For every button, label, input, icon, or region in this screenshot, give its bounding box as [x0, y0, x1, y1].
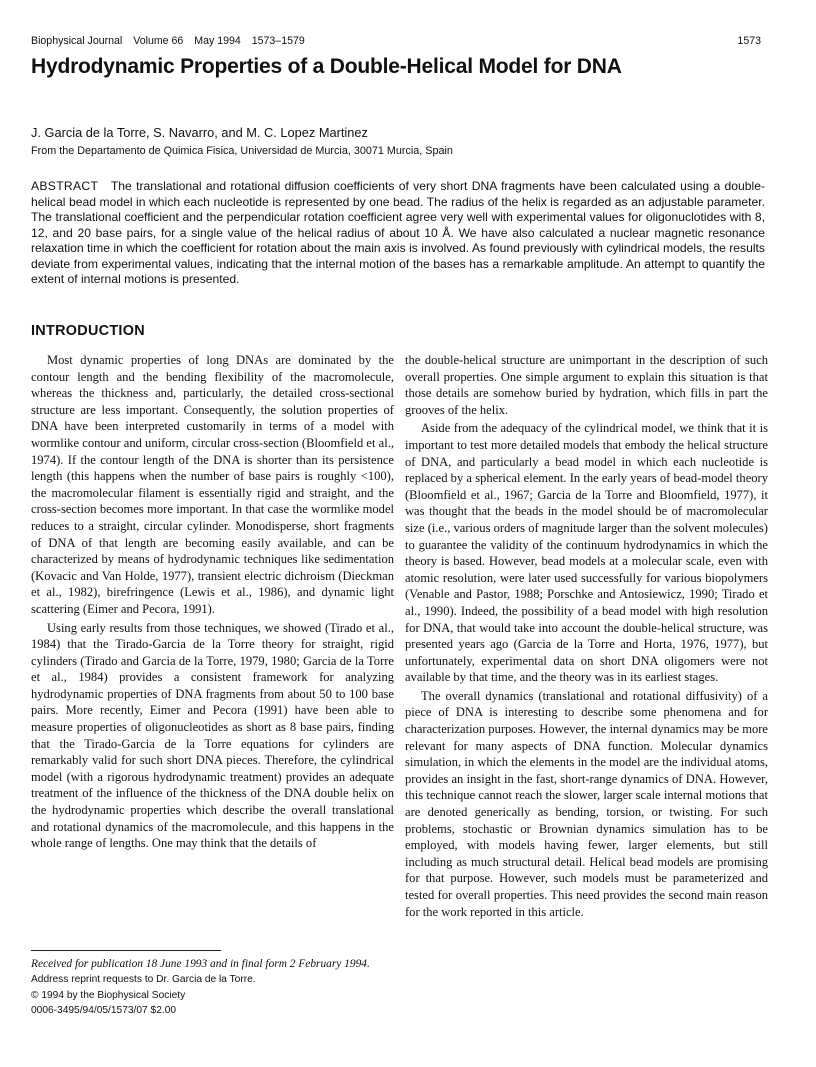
journal-name: Biophysical Journal: [31, 35, 123, 47]
body-column-right: [405, 352, 768, 920]
paragraph: the double-helical structure are unimportant in the description of such overall properties. One simple argument to explain this situation is that those details are somehow buried by hydration, which fills in part the grooves of the helix.: [405, 353, 768, 417]
page-number: 1573: [737, 35, 761, 47]
page-range: 1573–1579: [251, 35, 305, 47]
affiliation: From the Departamento de Quimica Fisica, Universidad de Murcia, 30071 Murcia, Spain: [31, 145, 453, 157]
section-heading-introduction: INTRODUCTION: [31, 323, 145, 339]
abstract: [31, 179, 765, 288]
running-header: [31, 35, 313, 47]
journal-volume: Volume 66: [133, 35, 184, 47]
author-list: J. Garcia de la Torre, S. Navarro, and M. C. Lopez Martinez: [31, 125, 368, 140]
body-column-left: [31, 352, 394, 852]
abstract-label: ABSTRACT: [31, 179, 99, 193]
abstract-text: The translational and rotational diffusion coefficients of very short DNA fragments have been calculated using a double-helical bead model in which each nucleotide is represented by one bead. The radius of the helix is regarded as an adjustable parameter. The translational coefficient and the perpendicular rotation coefficient agree very well with experimental values for oligonuclotides with 8, 12, and 20 base pairs, for a single value of the helical radius of about 10 Å. We have also calculated a nuclear magnetic resonance relaxation time in which the coefficient for rotation about the main axis is involved. As found previously with cylindrical models, the results deviate from experimental values, indicating that the internal motion of the bases has a remarkable amplitude. An attempt to quantify the extent of internal motions is presented.: [31, 179, 766, 287]
paragraph: Using early results from those techniques, we showed (Tirado et al., 1984) that the Tirado-Garcia de la Torre theory for straight, rigid cylinders (Tirado and Garcia de la Torre, 1979, 1980; Garcia de la Torre et al., 1984) provides a consistent framework for analyzing hydrodynamic properties of DNA fragments from about 50 to 100 base pairs. More recently, Eimer and Pecora (1991) have been able to measure properties of oligonucleotides as short as 8 base pairs, finding that the Tirado-Garcia de la Torre equations for cylinders are remarkably valid for such short DNA pieces. Therefore, the cylindrical model (with a rigorous hydrodynamic treatment) provides an adequate treatment of the influence of the thickness of the DNA double helix on the hydrodynamic properties which describe the overall translational and rotational dynamics of the macromolecule, and this happens in the whole range of lengths. One may think that the details of: [31, 620, 394, 851]
paragraph: Most dynamic properties of long DNAs are dominated by the contour length and the bending flexibility of the macromolecule, whereas the thickness and, particularly, the detailed cross-sectional structure are less important. Consequently, the solution properties of DNA have been interpreted customarily in terms of a model with wormlike contour and uniform, circular cross-section (Bloomfield et al., 1974). If the contour length of the DNA is shorter than its persistence length (this happens when the number of base pairs is roughly <100), the macromolecular filament is essentially rigid and straight, and the cross-section becomes more important. In that case the wormlike model reduces to a straight, circular cylinder. Monodisperse, short fragments of DNA of that length are becoming easily available, and can be characterized by means of hydrodynamic techniques like sedimentation (Kovacic and Van Holde, 1977), transient electric dichroism (Dieckman et al., 1982), birefringence (Lewis et al., 1986), and dynamic light scattering (Eimer and Pecora, 1991).: [31, 353, 394, 616]
footnotes: [31, 957, 401, 1018]
issue-date: May 1994: [194, 35, 241, 47]
received-date-note: Received for publication 18 June 1993 and in final form 2 February 1994.: [31, 958, 370, 970]
article-code: 0006-3495/94/05/1573/07 $2.00: [31, 1004, 177, 1016]
article-title: Hydrodynamic Properties of a Double-Helical Model for DNA: [31, 55, 622, 78]
reprint-address-note: Address reprint requests to Dr. Garcia de la Torre.: [31, 974, 256, 986]
footnote-divider: [31, 950, 221, 951]
paragraph: The overall dynamics (translational and rotational diffusivity) of a piece of DNA is interesting to describe some phenomena and for characterization purposes. However, the internal dynamics may be more relevant for many aspects of DNA function. Molecular dynamics simulation, in which the elements in the model are the individual atoms, provides an insight in the fast, short-range dynamics of DNA. However, this technique cannot reach the slower, larger scale internal motions that are denoted generically as bending, torsion, or twisting. For such problems, stochastic or Brownian dynamics simulation has to be employed, with models having fewer, larger elements, but still including as much structural detail. Helical bead models are promising for that purpose. However, such models must be parameterized and tested for overall properties. This need provides the second main reason for the work reported in this article.: [405, 688, 768, 919]
paragraph: Aside from the adequacy of the cylindrical model, we think that it is important to test more detailed models that embody the helical structure of DNA, and particularly a bead model in which each nucleotide is replaced by a spherical element. In the early years of bead-model theory (Bloomfield et al., 1967; Garcia de la Torre and Bloomfield, 1977), it was thought that the beads in the model should be of macromolecular size (i.e., various orders of magnitude larger than the solvent molecules) to guarantee the validity of the continuum hydrodynamics in which the theory is based. However, bead models at a molecular scale, even with atomic resolution, were later used successfully for various biopolymers (Venable and Pastor, 1988; Porschke and Antosiewicz, 1990; Tirado et al., 1990). Indeed, the possibility of a bead model with high resolution for DNA, that would take into account the double-helical structure, was presented years ago (Garcia de la Torre and Horta, 1976, 1977), but unfortunately, experimental data on short DNA oligomers were not available by that time, and the theory was in its earliest stages.: [405, 421, 768, 685]
copyright-note: © 1994 by the Biophysical Society: [31, 989, 186, 1001]
